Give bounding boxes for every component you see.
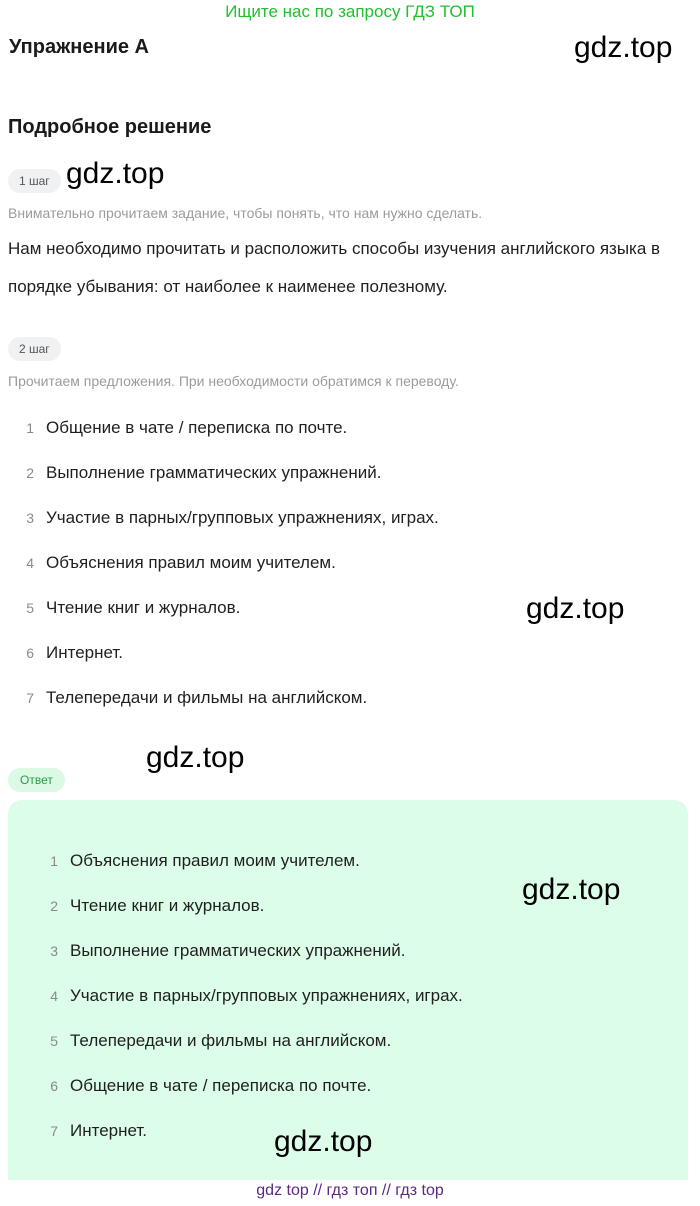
- list-item-number: 5: [26, 600, 34, 616]
- exercise-title: Упражнение A: [9, 36, 149, 58]
- search-banner: Ищите нас по запросу ГДЗ ТОП: [225, 2, 475, 21]
- list-item: [44, 1118, 147, 1144]
- list-item-number: 3: [50, 943, 58, 959]
- list-item-text: Участие в парных/групповых упражнениях, играх.: [46, 508, 439, 527]
- step-1-badge: 1 шаг: [8, 169, 61, 193]
- list-item-text: Участие в парных/групповых упражнениях, играх.: [70, 986, 463, 1005]
- watermark: gdz.top: [274, 1125, 373, 1158]
- list-item-text: Общение в чате / переписка по почте.: [70, 1076, 372, 1095]
- list-item-number: 7: [50, 1123, 58, 1139]
- list-item: [20, 550, 336, 576]
- watermark: gdz.top: [526, 592, 625, 625]
- list-item-number: 6: [50, 1078, 58, 1094]
- watermark: gdz.top: [574, 31, 673, 64]
- list-item: [20, 415, 347, 441]
- list-item: [44, 1028, 391, 1054]
- list-item: [20, 640, 123, 666]
- list-item: [20, 685, 367, 711]
- list-item-text: Объяснения правил моим учителем.: [70, 851, 360, 870]
- list-item-text: Интернет.: [70, 1121, 148, 1140]
- list-item-number: 1: [50, 853, 58, 869]
- list-item: [20, 595, 240, 621]
- list-item-text: Интернет.: [46, 643, 124, 662]
- list-item-number: 4: [26, 555, 34, 571]
- list-item: [44, 983, 463, 1009]
- list-item-number: 2: [50, 898, 58, 914]
- list-item-text: Объяснения правил моим учителем.: [46, 553, 336, 572]
- list-item-number: 5: [50, 1033, 58, 1049]
- watermark: gdz.top: [522, 873, 621, 906]
- list-item-number: 1: [26, 420, 34, 436]
- list-item-text: Выполнение грамматических упражнений.: [70, 941, 406, 960]
- list-item: [44, 1073, 371, 1099]
- step-1-hint: Внимательно прочитаем задание, чтобы понять, что нам нужно сделать.: [8, 205, 483, 221]
- list-item-text: Выполнение грамматических упражнений.: [46, 463, 382, 482]
- list-item-text: Общение в чате / переписка по почте.: [46, 418, 348, 437]
- list-item-text: Чтение книг и журналов.: [46, 598, 241, 617]
- list-item-number: 4: [50, 988, 58, 1004]
- watermark: gdz.top: [66, 157, 165, 190]
- footer-links: gdz top // гдз топ // гдз top: [256, 1182, 444, 1199]
- step-2-hint: Прочитаем предложения. При необходимости обратимся к переводу.: [8, 373, 459, 389]
- list-item: [44, 938, 405, 964]
- section-title: Подробное решение: [8, 116, 212, 138]
- list-item-text: Телепередачи и фильмы на английском.: [46, 688, 368, 707]
- answer-badge: Ответ: [8, 768, 65, 792]
- list-item-number: 6: [26, 645, 34, 661]
- list-item-text: Телепередачи и фильмы на английском.: [70, 1031, 392, 1050]
- list-item: [20, 460, 381, 486]
- list-item: [44, 848, 360, 874]
- list-item-number: 2: [26, 465, 34, 481]
- step-1-text: Нам необходимо прочитать и расположить способы изучения английского языка в порядке убывания: от наиболее к наименее полезному.: [8, 239, 661, 296]
- list-item-number: 7: [26, 690, 34, 706]
- step-2-badge: 2 шаг: [8, 337, 61, 361]
- list-item: [44, 893, 264, 919]
- watermark: gdz.top: [146, 741, 245, 774]
- list-item-number: 3: [26, 510, 34, 526]
- list-item: [20, 505, 439, 531]
- list-item-text: Чтение книг и журналов.: [70, 896, 265, 915]
